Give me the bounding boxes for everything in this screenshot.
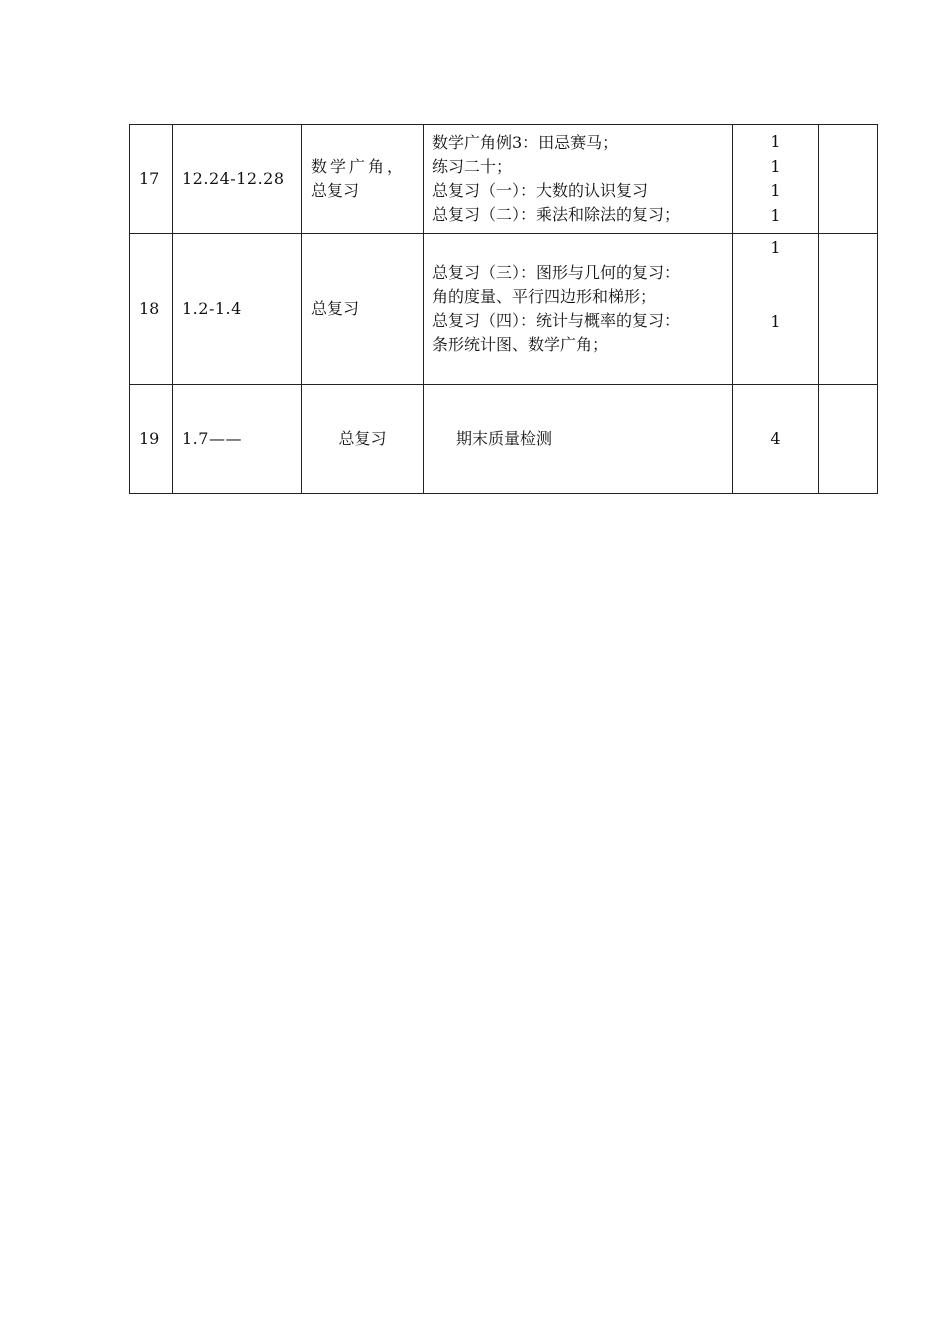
date-range-cell: 1.2-1.4: [173, 234, 302, 385]
unit-cell: [302, 385, 424, 494]
note-cell: [819, 125, 878, 234]
note-cell: [819, 234, 878, 385]
hours-cell: [733, 234, 819, 385]
week-cell: 17: [130, 125, 173, 234]
content-line: 练习二十；: [432, 157, 513, 176]
content-line: 总复习（三）：图形与几何的复习：: [432, 263, 681, 282]
hours-value: 1: [770, 238, 781, 257]
unit-cell: [302, 125, 424, 234]
week-cell: 18: [130, 234, 173, 385]
unit-line: 数学广角，: [311, 157, 407, 176]
content-line: 角的度量、平行四边形和梯形；: [432, 287, 657, 306]
table-row-week-19: [130, 385, 878, 494]
hours-value: 1: [770, 312, 781, 331]
unit-line: 总复习: [311, 181, 360, 200]
content-line: 总复习（二）：乘法和除法的复习；: [432, 205, 681, 224]
teaching-schedule-table: [129, 124, 878, 494]
hours-value: 1: [770, 156, 781, 176]
hours-value: 1: [770, 132, 781, 151]
unit-line: 总复习: [338, 429, 387, 448]
date-range-cell: 1.7——: [173, 385, 302, 494]
note-cell: [819, 385, 878, 494]
table-row-week-18: [130, 234, 878, 385]
content-line: 总复习（一）：大数的认识复习: [432, 181, 649, 200]
date-range-cell: 12.24-12.28: [173, 125, 302, 234]
hours-cell: [733, 125, 819, 234]
table-row-week-17: [130, 125, 878, 234]
hours-value: 4: [770, 429, 781, 448]
week-cell: 19: [130, 385, 173, 494]
unit-cell: [302, 234, 424, 385]
content-line: 数学广角例3：田忌赛马；: [432, 133, 619, 152]
content-line: 期末质量检测: [456, 429, 553, 448]
hours-cell: [733, 385, 819, 494]
content-line: 条形统计图、数学广角；: [432, 335, 609, 354]
unit-line: 总复习: [311, 299, 360, 318]
content-cell: [424, 125, 733, 234]
content-cell: [424, 234, 733, 385]
hours-value: 1: [770, 205, 781, 225]
content-line: 总复习（四）：统计与概率的复习：: [432, 311, 681, 330]
hours-value: 1: [770, 181, 781, 200]
content-cell: [424, 385, 733, 494]
